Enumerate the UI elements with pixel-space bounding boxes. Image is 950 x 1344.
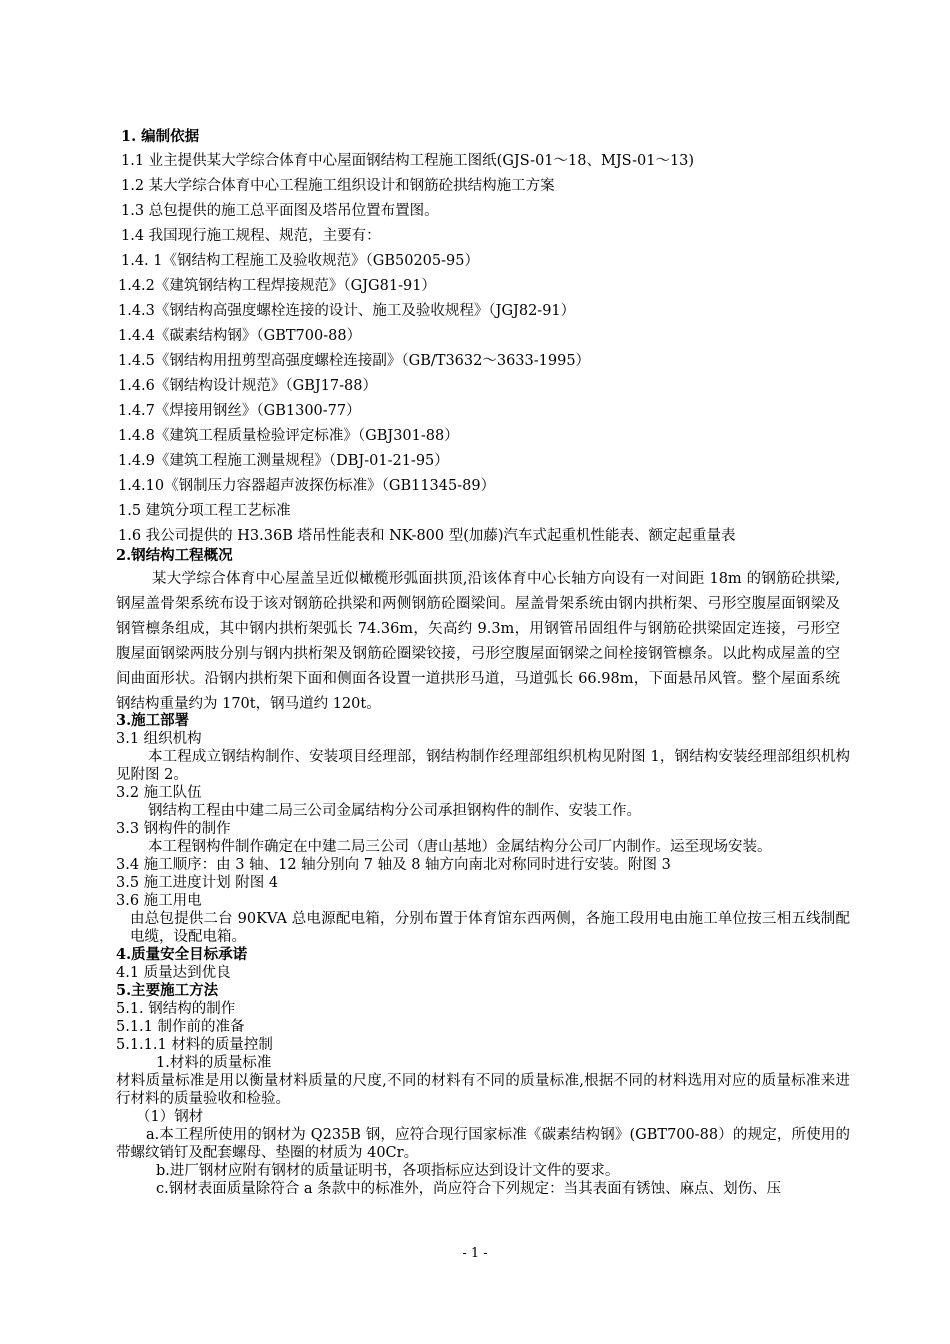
subsection-title: 5.1.1.1 材料的质量控制: [116, 1037, 273, 1053]
subsection-title: 1.材料的质量标准: [156, 1055, 272, 1071]
list-item: 1.4.4《碳素结构钢》（GBT700-88）: [118, 328, 362, 344]
paragraph: 本工程钢构件制作确定在中建二局三公司（唐山基地）金属结构分公司厂内制作。运至现场安装。: [148, 839, 772, 855]
list-item: 1.4.8《建筑工程质量检验评定标准》（GBJ301-88）: [118, 428, 459, 444]
list-item: 1.4 我国现行施工规程、规范，主要有：: [121, 228, 381, 244]
list-item: 1.5 建筑分项工程工艺标准: [118, 503, 291, 519]
paragraph: 本工程成立钢结构制作、安装项目经理部，钢结构制作经理部组织机构见附图 1，钢结构安装经理部组织机构见附图 2。: [116, 749, 850, 783]
list-item: 1.2 某大学综合体育中心工程施工组织设计和钢筋砼拱结构施工方案: [121, 178, 555, 194]
section-deployment-and-methods: [116, 712, 850, 1198]
section-overview: [116, 545, 840, 717]
subsection-title: 3.3 钢构件的制作: [116, 821, 231, 837]
paragraph: 由总包提供二台 90KVA 总电源配电箱，分别布置于体育馆东西两侧，各施工段用电由施工单位按三相五线制配电缆，设配电箱。: [130, 911, 850, 945]
list-item: 1.6 我公司提供的 H3.36B 塔吊性能表和 NK-800 型(加藤)汽车式起重机性能表、额定起重量表: [118, 528, 736, 544]
subsection-title: （1）钢材: [136, 1109, 204, 1125]
overview-paragraph: 某大学综合体育中心屋盖呈近似橄榄形弧面拱顶,沿该体育中心长轴方向设有一对间距 18m 的钢筋砼拱梁,钢屋盖骨架系统布设于该对钢筋砼拱梁和两侧钢筋砼圈梁间。屋盖骨架系统由钢内拱桁架、弓形空腹屋面钢梁及钢管檩条组成，其中钢内拱桁架弧长 74.36m，矢高约 9.3m，用钢管吊固组件与钢筋砼拱梁固定连接，弓形空腹屋面钢梁两肢分别与钢内拱桁架及钢筋砼圈梁铰接，弓形空腹屋面钢梁之间栓接钢管檩条。以此构成屋盖的空间曲面形状。沿钢内拱桁架下面和侧面各设置一道拱形马道，马道弧长 66.98m，下面悬吊风管。整个屋面系统钢结构重量约为 170t，钢马道约 120t。: [116, 571, 840, 712]
section-basis: [116, 124, 856, 549]
subsection-title: 5.1. 钢结构的制作: [116, 1001, 236, 1017]
section-heading: 1. 编制依据: [121, 128, 200, 145]
paragraph: c.钢材表面质量除符合 a 条款中的标准外，尚应符合下列规定：当其表面有锈蚀、麻点、划伤、压: [156, 1181, 782, 1197]
section-heading: 4.质量安全目标承诺: [116, 946, 248, 963]
list-item: 1.4.7《焊接用钢丝》（GB1300-77）: [118, 403, 361, 419]
subsection-title: 5.1.1 制作前的准备: [116, 1019, 245, 1035]
section-heading: 2.钢结构工程概况: [116, 547, 233, 564]
list-item: 1.4.3《钢结构高强度螺栓连接的设计、施工及验收规程》（JGJ82-91）: [118, 303, 576, 319]
subsection-title: 3.4 施工顺序：由 3 轴、12 轴分别向 7 轴及 8 轴方向南北对称同时进行安装。附图 3: [116, 857, 671, 873]
list-item: 1.4.9《建筑工程施工测量规程》（DBJ-01-21-95）: [118, 453, 449, 469]
list-item: 1.4.10《钢制压力容器超声波探伤标准》（GB11345-89）: [118, 478, 496, 494]
list-item: 1.4.2《建筑钢结构工程焊接规范》（GJG81-91）: [118, 278, 436, 294]
page-number: - 1 -: [462, 1246, 488, 1261]
subsection-title: 3.1 组织机构: [116, 731, 202, 747]
list-item: 1.4.5《钢结构用扭剪型高强度螺栓连接副》（GB/T3632～3633-1995）: [118, 353, 591, 369]
list-item: 1.4. 1《钢结构工程施工及验收规范》（GB50205-95）: [121, 253, 479, 269]
paragraph: a.本工程所使用的钢材为 Q235B 钢，应符合现行国家标准《碳素结构钢》(GBT700-88）的规定，所使用的带螺纹销钉及配套螺母、垫圈的材质为 40Cr。: [116, 1127, 850, 1161]
paragraph: 钢结构工程由中建二局三公司金属结构分公司承担钢构件的制作、安装工作。: [148, 803, 641, 819]
list-item: 1.3 总包提供的施工总平面图及塔吊位置布置图。: [121, 203, 439, 219]
section-heading: 5.主要施工方法: [116, 982, 219, 999]
subsection-title: 3.5 施工进度计划 附图 4: [116, 875, 279, 891]
list-item: 1.4.6《钢结构设计规范》（GBJ17-88）: [118, 378, 377, 394]
subsection-title: 3.2 施工队伍: [116, 785, 202, 801]
subsection-title: 3.6 施工用电: [116, 893, 202, 909]
subsection-title: 4.1 质量达到优良: [116, 965, 231, 981]
list-item: 1.1 业主提供某大学综合体育中心屋面钢结构工程施工图纸(GJS-01～18、MJS-01～13): [121, 153, 695, 169]
paragraph: b.进厂钢材应附有钢材的质量证明书，各项指标应达到设计文件的要求。: [156, 1163, 620, 1179]
paragraph: 材料质量标准是用以衡量材料质量的尺度,不同的材料有不同的质量标准,根据不同的材料选用对应的质量标准来进行材料的质量验收和检验。: [116, 1073, 850, 1107]
section-heading: 3.施工部署: [116, 712, 190, 729]
